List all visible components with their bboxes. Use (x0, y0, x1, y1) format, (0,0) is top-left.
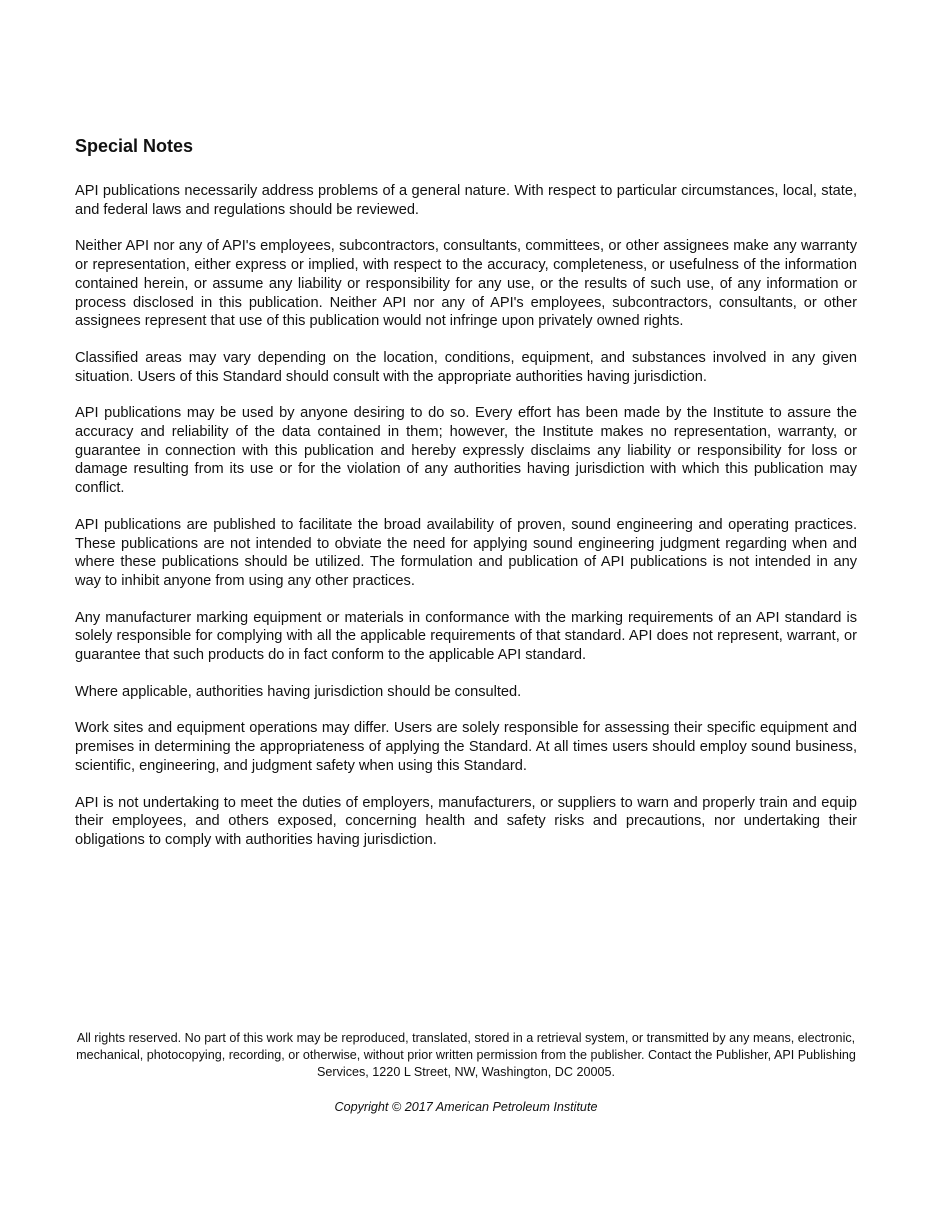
note-paragraph: Classified areas may vary depending on the location, conditions, equipment, and substances involved in any given situation. Users of this Standard should consult with the appropriate authorities having jurisdiction. (75, 349, 857, 385)
note-paragraph: API publications are published to facilitate the broad availability of proven, sound engineering and operating practices. These publications are not intended to obviate the need for applying sound engineering judgment regarding when and where these publications should be utilized. The formulation and publication of API publications is not intended in any way to inhibit anyone from using any other practices. (75, 516, 857, 589)
note-paragraph: API publications necessarily address problems of a general nature. With respect to particular circumstances, local, state, and federal laws and regulations should be reviewed. (75, 183, 857, 218)
page-footer (75, 1030, 857, 1116)
copyright-notice: Copyright © 2017 American Petroleum Institute (334, 1100, 598, 1114)
rights-notice: All rights reserved. No part of this work may be reproduced, translated, stored in a retrieval system, or transmitted by any means, electronic, mechanical, photocopying, recording, or otherwise, without prior written permission from the publisher. Contact the Publisher, API Publishing Services, 1220 L Street, NW, Washington, DC 20005. (76, 1031, 856, 1079)
page-title: Special Notes (75, 136, 194, 156)
note-paragraph: API publications may be used by anyone desiring to do so. Every effort has been made by the Institute to assure the accuracy and reliability of the data contained in them; however, the Institute makes no representation, warranty, or guarantee in connection with this publication and hereby expressly disclaims any liability or responsibility for loss or damage resulting from its use or for the violation of any authorities having jurisdiction with which this publication may conflict. (75, 405, 857, 497)
special-notes-body (75, 182, 857, 868)
note-paragraph: Work sites and equipment operations may differ. Users are solely responsible for assessing their specific equipment and premises in determining the appropriateness of applying the Standard. At all times users should employ sound business, scientific, engineering, and judgment safety when using this Standard. (75, 720, 857, 774)
note-paragraph: Where applicable, authorities having jurisdiction should be consulted. (75, 683, 522, 700)
note-paragraph: Neither API nor any of API's employees, subcontractors, consultants, committees, or other assignees make any warranty or representation, either express or implied, with respect to the accuracy, completeness, or usefulness of the information contained herein, or assume any liability or responsibility for any use, or the results of such use, of any information or process disclosed in this publication. Neither API nor any of API's employees, subcontractors, consultants, or other assignees represent that use of this publication would not infringe upon privately owned rights. (75, 238, 857, 330)
note-paragraph: Any manufacturer marking equipment or materials in conformance with the marking requirements of an API standard is solely responsible for complying with all the applicable requirements of that standard. API does not represent, warrant, or guarantee that such products do in fact conform to the applicable API standard. (75, 609, 857, 664)
note-paragraph: API is not undertaking to meet the duties of employers, manufacturers, or suppliers to warn and properly train and equip their employees, and others exposed, concerning health and safety risks and precautions, nor undertaking their obligations to comply with authorities having jurisdiction. (75, 794, 857, 848)
